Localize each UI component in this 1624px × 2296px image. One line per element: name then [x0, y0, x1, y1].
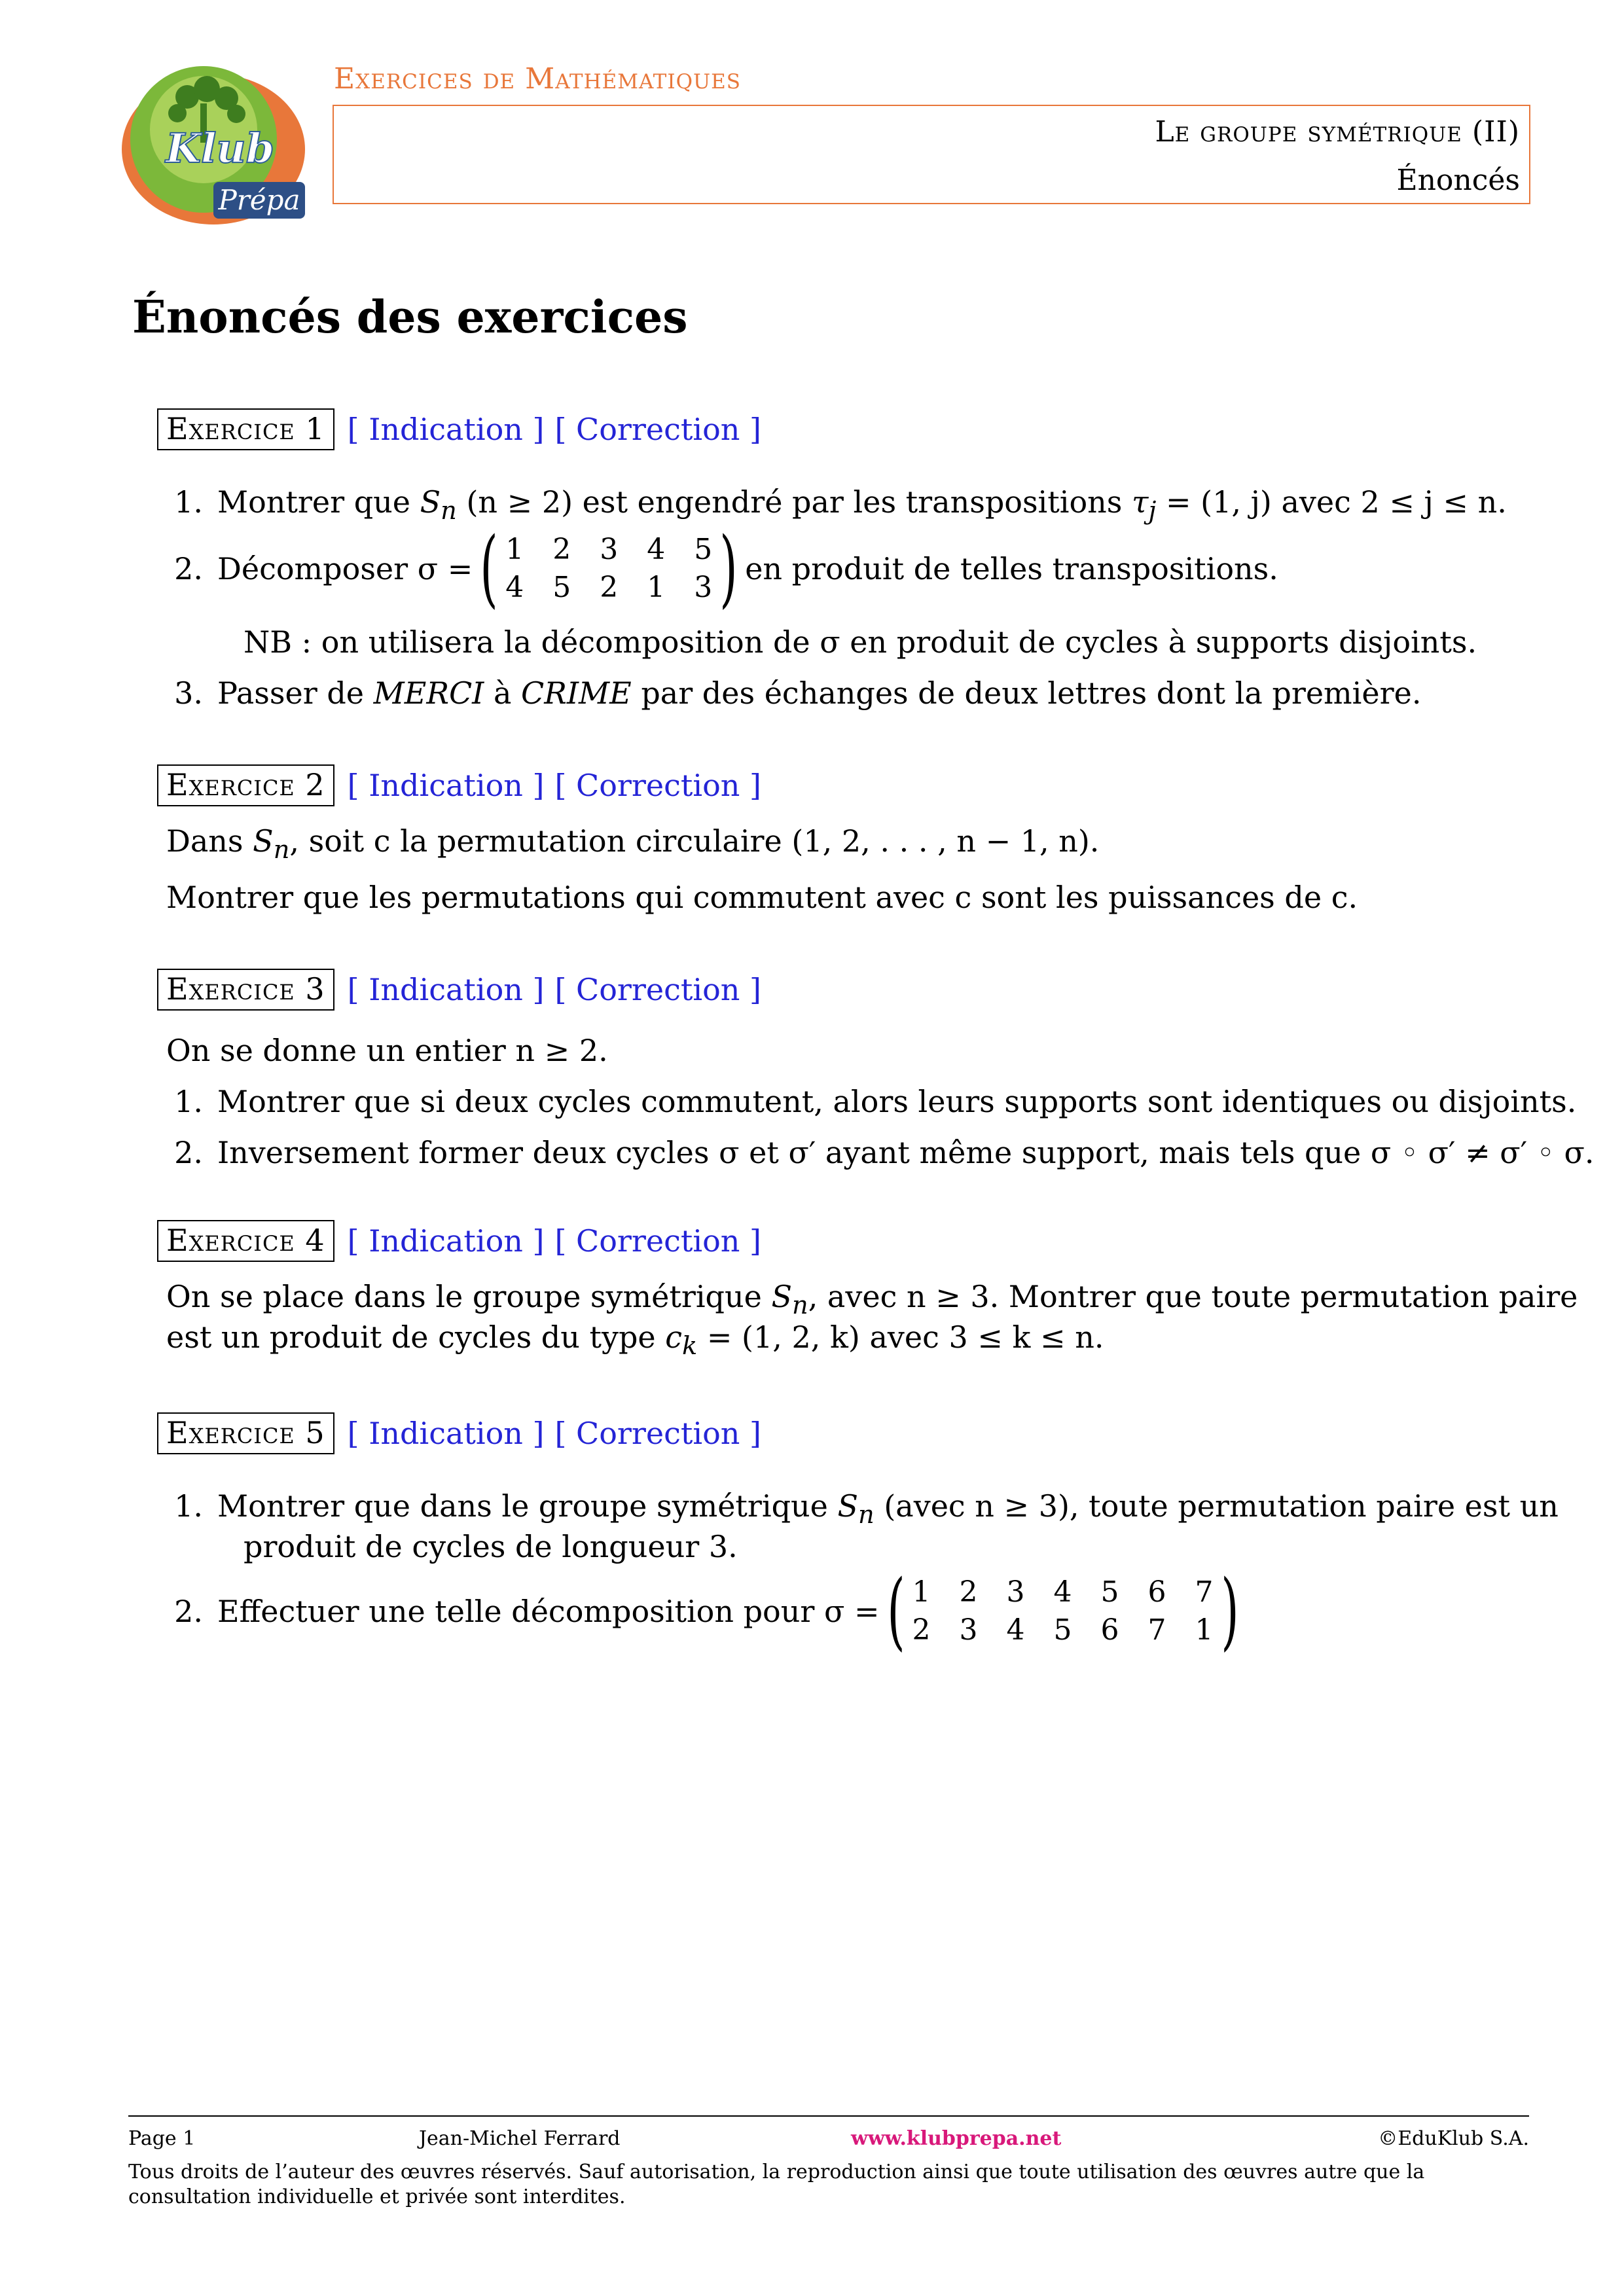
exercise-3-header [157, 969, 772, 1011]
series-title: Exercices de Mathématiques [334, 62, 742, 96]
logo-prepa-text: Prépa [218, 184, 300, 216]
ex5-item-2: 2. Effectuer une telle décomposition pour σ = ( 1 2 3 4 5 6 7 2 3 4 5 6 7 1 ) [157, 1574, 1246, 1649]
exercise-2-label: Exercice 2 [157, 764, 334, 806]
ex3-item-1: 1. Montrer que si deux cycles commutent, alors leurs supports sont identiques ou disjoints. [174, 1084, 1577, 1119]
exercise-2-indication-link[interactable]: [ Indication ] [347, 768, 545, 803]
header-box [333, 105, 1530, 204]
exercise-1-label: Exercice 1 [157, 408, 334, 450]
ex4-line-2: est un produit de cycles du type $c_k = (1$, 2, k) avec 3 ≤ k ≤ n. [166, 1319, 1104, 1361]
exercise-1-header [157, 408, 772, 450]
ex5-item-1: 1. Montrer que dans le groupe symétrique $S_n$ (avec n ≥ 3), toute permutation paire est un [174, 1488, 1559, 1530]
exercise-1-indication-link[interactable]: [ Indication ] [347, 412, 545, 447]
footer-author: Jean-Michel Ferrard [419, 2127, 621, 2150]
exercise-3-indication-link[interactable]: [ Indication ] [347, 972, 545, 1007]
exercise-5-header [157, 1412, 772, 1454]
exercise-5-indication-link[interactable]: [ Indication ] [347, 1416, 545, 1451]
exercise-4-label: Exercice 4 [157, 1220, 334, 1262]
document-subtitle: Énoncés [1396, 164, 1520, 197]
ex4-line-1: On se place dans le groupe symétrique $S_n$, avec n ≥ 3. Montrer que toute permutation paire [166, 1279, 1578, 1321]
exercise-4-indication-link[interactable]: [ Indication ] [347, 1223, 545, 1259]
ex2-line-2: Montrer que les permutations qui commutent avec c sont les puissances de c. [166, 880, 1358, 915]
exercise-3-label: Exercice 3 [157, 969, 334, 1011]
ex1-item-3: 3. Passer de MERCI à CRIME par des échanges de deux lettres dont la première. [174, 675, 1422, 711]
ex1-matrix: ( 1 2 3 4 5 4 5 2 1 3 ) [480, 520, 738, 617]
exercise-2-header [157, 764, 772, 806]
exercise-3-correction-link[interactable]: [ Correction ] [554, 972, 761, 1007]
ex1-item-1: 1. Montrer que $S_n$ (n ≥ 2) est engendré par les transpositions $\tau_j = (1$, j) avec 2 ≤ j ≤ n. [174, 484, 1507, 526]
document-title: Le groupe symétrique (II) [1155, 115, 1520, 149]
ex5-item-1-cont: produit de cycles de longueur 3. [244, 1529, 738, 1564]
exercise-4-header [157, 1220, 772, 1262]
footer-rights: Tous droits de l’auteur des œuvres réservés. Sauf autorisation, la reproduction ainsi que toute utilisation des œuvres autre que la consultation individuelle et privée sont interdites. [128, 2161, 1425, 2208]
exercise-4-correction-link[interactable]: [ Correction ] [554, 1223, 761, 1259]
klubprepa-logo [115, 58, 312, 228]
exercise-2-correction-link[interactable]: [ Correction ] [554, 768, 761, 803]
exercise-5-label: Exercice 5 [157, 1412, 334, 1454]
ex3-item-2: 2. Inversement former deux cycles σ et σ′ ayant même support, mais tels que σ ◦ σ′ ≠ σ′ ◦ σ. [174, 1135, 1595, 1170]
footer-site-link[interactable]: www.klubprepa.net [851, 2127, 1062, 2150]
ex1-item-2: 2. Décomposer σ = ( 1 2 3 4 5 4 5 2 1 3 ) en produit de telles transpositions. [174, 520, 1278, 617]
page-heading: Énoncés des exercices [132, 291, 688, 344]
exercise-5-correction-link[interactable]: [ Correction ] [554, 1416, 761, 1451]
ex1-note: NB : on utilisera la décomposition de σ en produit de cycles à supports disjoints. [244, 624, 1477, 660]
exercise-1-correction-link[interactable]: [ Correction ] [554, 412, 761, 447]
footer-rule [128, 2115, 1529, 2117]
ex5-matrix: ( 1 2 3 4 5 6 7 2 3 4 5 6 7 1 ) [886, 1562, 1239, 1660]
footer-copyright: ©EduKlub S.A. [1378, 2127, 1529, 2150]
logo-klub-text: Klub [166, 124, 274, 172]
ex3-intro: On se donne un entier n ≥ 2. [166, 1033, 608, 1068]
footer-page: Page 1 [128, 2127, 196, 2150]
ex2-line-1: Dans $S_n$, soit c la permutation circulaire (1, 2, . . . , n − 1, n). [166, 823, 1100, 865]
